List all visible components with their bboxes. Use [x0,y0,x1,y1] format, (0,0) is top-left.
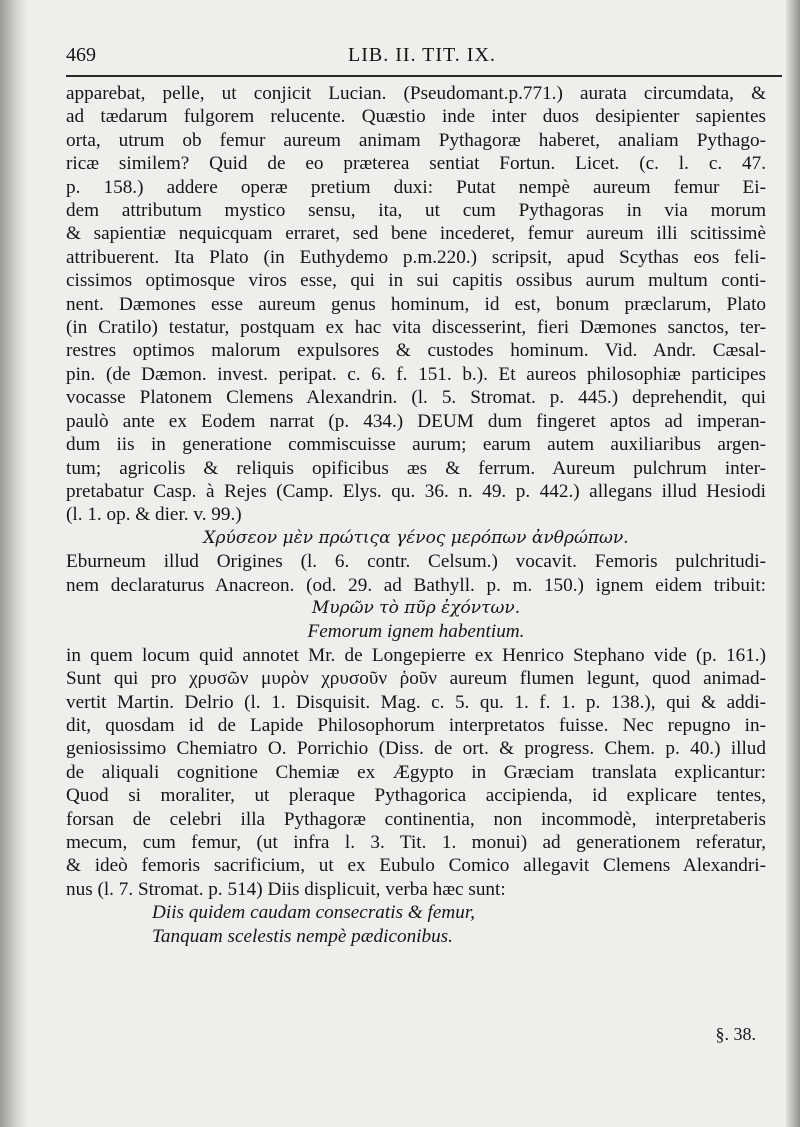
text-line: geniosissimo Chemiatro O. Porrichio (Diss. de ort. & progress. Chem. p. 40.) illud [66,738,766,760]
latin-translation: Femorum ignem habentium. [307,621,525,643]
text-line: dum iis in generatione commiscuisse aurum; earum autem auxiliaribus argen- [66,434,766,456]
text-line: dit, quosdam id de Lapide Philosophorum interpretatos fuisse. Nec repugno in- [66,714,766,736]
text-line: cissimos optimosque viros esse, qui in sui capitis ossibus aurum multum conti- [66,270,766,292]
catchword: §. 38. [715,1024,756,1044]
text-line: & sapientiæ nequicquam erraret, sed bene incederet, femur aureum illi scitissimè [66,223,766,245]
text-line: & ideò femoris sacrificium, ut ex Eubulo Comico allegavit Clemens Alexandri- [66,855,766,877]
verse-line: Diis quidem caudam consecratis & femur, [152,902,475,924]
text-line: de aliquali cognitione Chemiæ ex Ægypto in Græciam translata explicantur: [66,761,766,783]
text-line: apparebat, pelle, ut conjicit Lucian. (Pseudomant.p.771.) aurata circumdata, & [66,83,766,104]
text-line: ricæ similem? Quid de eo præterea sentiat Fortun. Licet. (c. l. c. 47. [66,153,766,175]
text-line: pretabatur Casp. à Rejes (Camp. Elys. qu. 36. n. 49. p. 442.) allegans illud Hesiodi [66,480,766,502]
greek-quotation: Μυρῶν τὸ πῦρ ἐχόντων. [311,597,521,618]
text-line: dem attributum mystico sensu, ita, ut cum Pythagoras in via morum [66,200,766,222]
text-line: orta, utrum ob femur aureum animam Pythagoræ haberet, analiam Pythago- [66,129,766,151]
text-line: vertit Martin. Delrio (l. 1. Disquisit. Mag. c. 5. qu. 1. f. 1. p. 138.), qui & addi- [66,691,766,713]
running-head: LIB. II. TIT. IX. [348,44,496,66]
page-number: 469 [66,44,96,66]
text-line: vocasse Platonem Clemens Alexandrin. (l. 5. Stromat. p. 445.) deprehendit, qui [66,387,766,409]
greek-quotation: Χρύσεον μὲν πρώτιςα γένος μερόπων ἀνθρώπων. [203,527,629,548]
text-line: Eburneum illud Origines (l. 6. contr. Celsum.) vocavit. Femoris pulchritudi- [66,551,766,573]
text-line: forsan de celebri illa Pythagoræ continentia, non incommodè, interpretaberis [66,808,766,830]
text-line: nem declaraturus Anacreon. (od. 29. ad Bathyll. p. m. 150.) ignem eidem tribuit: [66,574,766,596]
text-line: nus (l. 7. Stromat. p. 514) Diis displicuit, verba hæc sunt: [66,878,506,900]
text-line: restres optimos malorum expulsores & custodes hominum. Vid. Andr. Cæsal- [66,340,766,362]
text-line: in quem locum quid annotet Mr. de Longepierre ex Henrico Stephano vide (p. 161.) [66,644,766,666]
text-line: nent. Dæmones esse aureum genus hominum, id est, bonum præclarum, Plato [66,293,766,315]
header-rule [66,75,782,77]
text-line: Quod si moraliter, ut pleraque Pythagorica accipienda, id explicare tentes, [66,785,766,807]
body-text [66,82,766,948]
text-line: tum; agricolis & reliquis opificibus æs & ferrum. Aureum pulchrum inter- [66,457,766,479]
text-line: paulò ante ex Eodem narrat (p. 434.) DEUM dum fingeret aptos ad imperan- [66,410,766,432]
page-header [66,44,782,74]
page-gutter-shadow [0,0,28,1127]
text-line: Sunt qui pro χρυσῶν μυρὸν χρυσοῦν ῥοῦν aureum flumen legunt, quod animad- [66,668,766,690]
verse-line: Tanquam scelestis nempè pædiconibus. [152,925,453,947]
text-line: (in Cratilo) testatur, postquam ex hac vita discesserint, fieri Dæmones sanctos, ter- [66,317,766,339]
page-edge-shadow [786,0,800,1127]
text-line: attribuerent. Ita Plato (in Euthydemo p.m.220.) scripsit, apud Scythas eos feli- [66,246,766,268]
text-line: ad tædarum fulgorem relucente. Quæstio inde inter duos desipienter sapientes [66,106,766,128]
text-line: (l. 1. op. & dier. v. 99.) [66,504,242,526]
text-line: mecum, cum femur, (ut infra l. 3. Tit. 1. monui) ad generationem referatur, [66,832,766,853]
text-line: p. 158.) addere operæ pretium duxi: Putat nempè aureum femur Ei- [66,176,766,198]
text-line: pin. (de Dæmon. invest. peripat. c. 6. f. 151. b.). Et aureos philosophiæ participes [66,363,766,385]
